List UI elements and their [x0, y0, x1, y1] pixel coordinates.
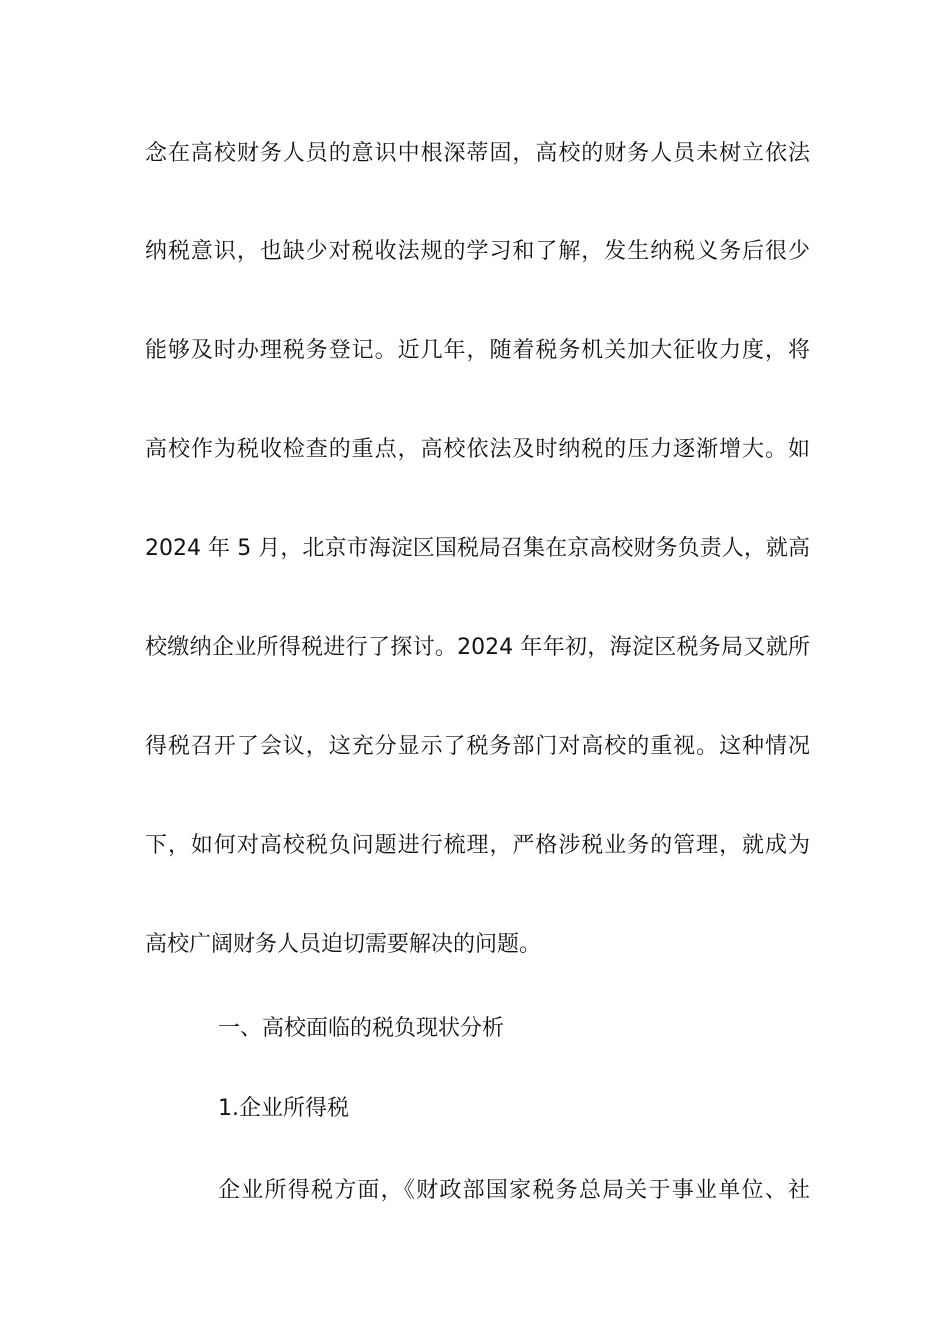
paragraph-line: 念在高校财务人员的意识中根深蒂固，高校的财务人员未树立依法 — [145, 141, 810, 166]
subsection-heading: 1.企业所得税 — [218, 1096, 349, 1121]
section-heading: 一、高校面临的税负现状分析 — [218, 1016, 505, 1041]
paragraph-line: 高校作为税收检查的重点，高校依法及时纳税的压力逐渐增大。如 — [145, 437, 810, 462]
paragraph-line: 纳税意识，也缺少对税收法规的学习和了解，发生纳税义务后很少 — [145, 239, 810, 264]
paragraph-line: 下，如何对高校税负问题进行梳理，严格涉税业务的管理，就成为 — [145, 833, 810, 858]
paragraph-line: 高校广阔财务人员迫切需要解决的问题。 — [145, 932, 542, 957]
paragraph-line: 得税召开了会议，这充分显示了税务部门对高校的重视。这种情况 — [145, 734, 810, 759]
paragraph-line: 2024 年 5 月，北京市海淀区国税局召集在京高校财务负责人，就高 — [145, 536, 810, 561]
paragraph-line: 校缴纳企业所得税进行了探讨。2024 年年初，海淀区税务局又就所 — [145, 635, 810, 660]
paragraph-line: 企业所得税方面，《财政部国家税务总局关于事业单位、社 — [218, 1178, 810, 1203]
paragraph-line: 能够及时办理税务登记。近几年，随着税务机关加大征收力度，将 — [145, 338, 810, 363]
